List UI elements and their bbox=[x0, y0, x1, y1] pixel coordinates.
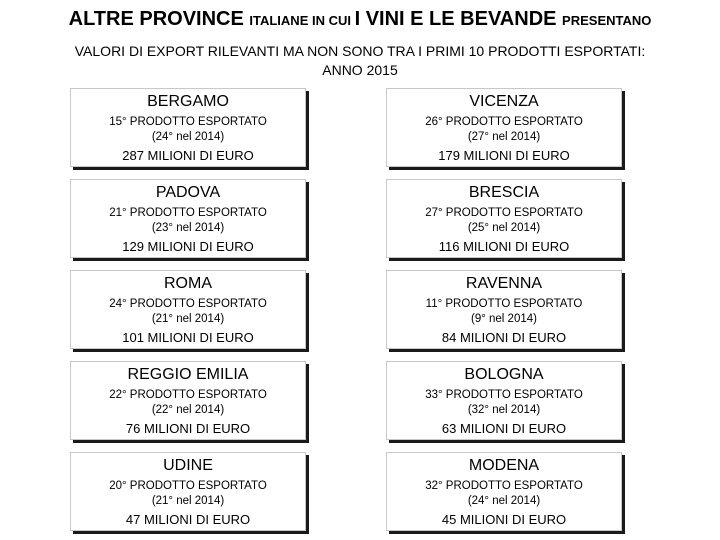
province-card-vicenza bbox=[386, 88, 622, 167]
province-previous-rank: (21° nel 2014) bbox=[151, 495, 225, 507]
province-previous-rank: (24° nel 2014) bbox=[151, 131, 225, 143]
province-name: RAVENNA bbox=[465, 275, 543, 292]
province-name: REGGIO EMILIA bbox=[127, 366, 249, 383]
province-rank: 27° PRODOTTO ESPORTATO bbox=[425, 207, 583, 219]
province-rank: 15° PRODOTTO ESPORTATO bbox=[109, 116, 267, 128]
province-export-value: 287 MILIONI DI EURO bbox=[122, 148, 254, 163]
province-rank: 24° PRODOTTO ESPORTATO bbox=[109, 298, 267, 310]
page-title bbox=[0, 8, 720, 31]
province-rank: 11° PRODOTTO ESPORTATO bbox=[425, 298, 583, 310]
province-previous-rank: (32° nel 2014) bbox=[467, 404, 541, 416]
subtitle-line-1: VALORI DI EXPORT RILEVANTI MA NON SONO TRA I PRIMI 10 PRODOTTI ESPORTATI: bbox=[74, 43, 646, 59]
page-subtitle bbox=[20, 42, 700, 80]
title-part-3: I VINI E LE BEVANDE bbox=[354, 8, 563, 30]
province-export-value: 116 MILIONI DI EURO bbox=[438, 239, 570, 254]
province-rank: 33° PRODOTTO ESPORTATO bbox=[425, 389, 583, 401]
province-name: BOLOGNA bbox=[464, 366, 544, 383]
province-rank: 22° PRODOTTO ESPORTATO bbox=[109, 389, 267, 401]
province-name: MODENA bbox=[468, 457, 540, 474]
province-previous-rank: (23° nel 2014) bbox=[151, 222, 225, 234]
province-export-value: 45 MILIONI DI EURO bbox=[441, 512, 567, 527]
province-card-udine bbox=[70, 452, 306, 531]
province-name: VICENZA bbox=[469, 93, 539, 110]
province-card-padova bbox=[70, 179, 306, 258]
province-export-value: 84 MILIONI DI EURO bbox=[441, 330, 567, 345]
province-previous-rank: (9° nel 2014) bbox=[471, 313, 537, 325]
province-export-value: 63 MILIONI DI EURO bbox=[441, 421, 567, 436]
province-card-ravenna bbox=[386, 270, 622, 349]
province-rank: 26° PRODOTTO ESPORTATO bbox=[425, 116, 583, 128]
province-card-bologna bbox=[386, 361, 622, 440]
province-previous-rank: (25° nel 2014) bbox=[467, 222, 541, 234]
province-previous-rank: (24° nel 2014) bbox=[467, 495, 541, 507]
province-name: UDINE bbox=[163, 457, 213, 474]
province-name: PADOVA bbox=[155, 184, 221, 201]
province-export-value: 129 MILIONI DI EURO bbox=[122, 239, 254, 254]
province-previous-rank: (27° nel 2014) bbox=[467, 131, 541, 143]
province-card-reggio-emilia bbox=[70, 361, 306, 440]
province-card-modena bbox=[386, 452, 622, 531]
province-export-value: 47 MILIONI DI EURO bbox=[125, 512, 251, 527]
province-name: BRESCIA bbox=[468, 184, 540, 201]
province-rank: 32° PRODOTTO ESPORTATO bbox=[425, 480, 583, 492]
province-previous-rank: (21° nel 2014) bbox=[151, 313, 225, 325]
subtitle-line-2: ANNO 2015 bbox=[322, 62, 398, 78]
province-rank: 20° PRODOTTO ESPORTATO bbox=[109, 480, 267, 492]
province-card-bergamo bbox=[70, 88, 306, 167]
province-previous-rank: (22° nel 2014) bbox=[151, 404, 225, 416]
province-name: BERGAMO bbox=[147, 93, 229, 110]
province-export-value: 101 MILIONI DI EURO bbox=[122, 330, 254, 345]
title-part-4: PRESENTANO bbox=[562, 13, 652, 28]
title-part-2: ITALIANE IN CUI bbox=[249, 13, 355, 28]
province-name: ROMA bbox=[164, 275, 212, 292]
province-export-value: 76 MILIONI DI EURO bbox=[125, 421, 251, 436]
title-part-1: ALTRE PROVINCE bbox=[68, 8, 250, 30]
province-card-roma bbox=[70, 270, 306, 349]
province-export-value: 179 MILIONI DI EURO bbox=[438, 148, 570, 163]
province-rank: 21° PRODOTTO ESPORTATO bbox=[109, 207, 267, 219]
province-card-brescia bbox=[386, 179, 622, 258]
